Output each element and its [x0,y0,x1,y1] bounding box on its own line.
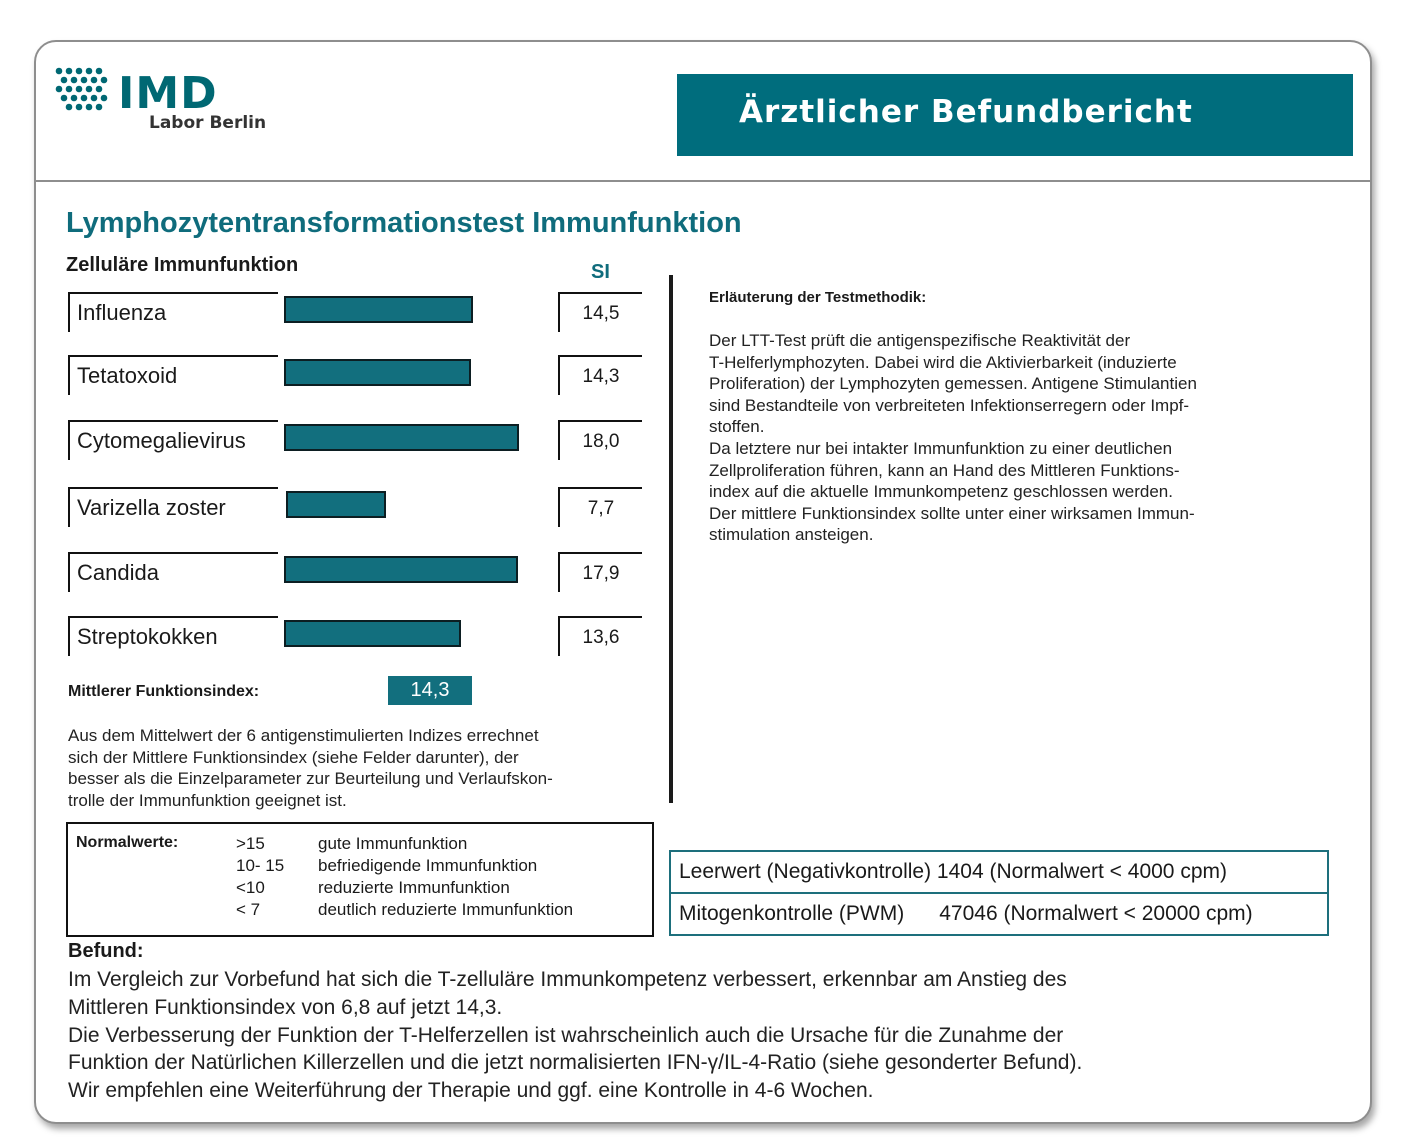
data-bar [284,424,519,451]
finding-text [68,966,1082,1105]
category-label-box [68,420,278,460]
controls-box [669,850,1329,936]
category-label: Streptokokken [77,624,218,649]
imd-logo [54,66,274,136]
category-label: Cytomegalievirus [77,428,246,453]
normal-description: deutlich reduzierte Immunfunktion [318,900,574,919]
normal-description: befriedigende Immunfunktion [318,856,538,875]
value-label-box [558,616,642,656]
method-line: Zellproliferation führen, kann an Hand des Mittleren Funktions- [709,460,1180,480]
negative-control: Leerwert (Negativkontrolle) 1404 (Normalwert < 4000 cpm) [679,860,1227,883]
finding-line: Wir empfehlen eine Weiterführung der Therapie und ggf. eine Kontrolle in 4-6 Wochen. [68,1079,874,1103]
normal-values-title: Normalwerte: [76,834,179,851]
category-label: Candida [77,560,159,585]
header-title: Ärztlicher Befundbericht [739,94,1193,130]
mitogen-control: Mitogenkontrolle (PWM) 47046 (Normalwert < 20000 cpm) [679,902,1253,925]
data-bar [284,359,471,386]
mfi-note-line: sich der Mittlere Funktionsindex (siehe Felder darunter), der [68,747,519,767]
data-bar [284,556,518,583]
finding-title: Befund: [68,940,144,962]
value-label-box [558,292,642,332]
finding-line: Im Vergleich zur Vorbefund hat sich die T-zelluläre Immunkompetenz verbessert, erkennbar am Anstieg des [68,968,1067,991]
method-line: T-Helferlymphozyten. Dabei wird die Aktivierbarkeit (induzierte [709,352,1177,372]
data-value-label: 18,0 [582,431,620,452]
category-label: Varizella zoster [77,495,226,520]
data-value-label: 14,5 [582,303,620,324]
section-heading: Zelluläre Immunfunktion [66,254,299,276]
category-label-box [68,292,278,332]
data-value-label: 13,6 [582,627,620,648]
category-label: Tetatoxoid [77,363,178,388]
category-label-box [68,355,278,395]
data-bar [286,491,386,518]
value-label-box [558,552,642,592]
mfi-note-line: besser als die Einzelparameter zur Beurteilung und Verlaufskon- [68,769,553,788]
finding-line: Die Verbesserung der Funktion der T-Helferzellen ist wahrscheinlich auch die Ursache für die Zunahme der [68,1023,1064,1047]
method-line: Proliferation) der Lymphozyten gemessen. Antigene Stimulantien [709,374,1197,394]
normal-values-box [66,822,654,937]
mfi-note-line: Aus dem Mittelwert der 6 antigenstimulierten Indizes errechnet [68,726,539,745]
category-label-box [68,552,278,592]
vertical-divider [669,275,673,803]
finding-line: Funktion der Natürlichen Killerzellen und die jetzt normalisierten IFN-γ/IL-4-Ratio (siehe gesonderter Befund). [68,1051,1083,1075]
logo-name: IMD [118,68,218,119]
data-bar [284,620,461,647]
normal-threshold: < 7 [236,900,261,919]
data-bar [284,296,473,323]
value-label-box [558,487,642,527]
data-value-label: 14,3 [582,366,620,387]
mfi-note-line: trolle der Immunfunktion geeignet ist. [68,790,347,810]
data-value-label: 17,9 [582,563,620,584]
mfi-note [68,725,553,811]
category-label: Influenza [77,300,167,325]
mfi-label: Mittlerer Funktionsindex: [68,683,260,700]
method-line: index auf die aktuelle Immunkompetenz geschlossen werden. [709,482,1173,502]
value-label-box [558,420,642,460]
data-value-label: 7,7 [587,498,615,519]
finding-line: Mittleren Funktionsindex von 6,8 auf jetzt 14,3. [68,995,503,1019]
controls-divider [671,892,1327,894]
si-column-heading: SI [591,261,610,283]
method-line: stoffen. [709,417,765,437]
method-text [709,330,1197,546]
normal-threshold: 10- 15 [236,856,285,875]
logo-subtitle: Labor Berlin [149,113,267,133]
header-divider [34,180,1372,182]
method-line: Da letztere nur bei intakter Immunfunktion zu einer deutlichen [709,438,1173,458]
method-line: Der mittlere Funktionsindex sollte unter einer wirksamen Immun- [709,503,1195,523]
method-line: Der LTT-Test prüft die antigenspezifische Reaktivität der [709,331,1131,350]
normal-threshold: <10 [236,878,265,897]
normal-threshold: >15 [236,834,265,853]
header-title-box [677,74,1353,156]
logo-dots-icon [54,66,110,116]
normal-description: reduzierte Immunfunktion [318,878,510,897]
report-title: Lymphozytentransformationstest Immunfunktion [66,207,742,239]
method-title: Erläuterung der Testmethodik: [709,289,927,306]
normal-description: gute Immunfunktion [318,834,468,853]
value-label-box [558,355,642,395]
category-label-box [68,487,278,527]
method-line: stimulation ansteigen. [709,525,874,545]
method-line: sind Bestandteile von verbreiteten Infektionserregern oder Impf- [709,395,1190,415]
category-label-box [68,616,278,656]
mfi-value: 14,3 [388,676,472,705]
